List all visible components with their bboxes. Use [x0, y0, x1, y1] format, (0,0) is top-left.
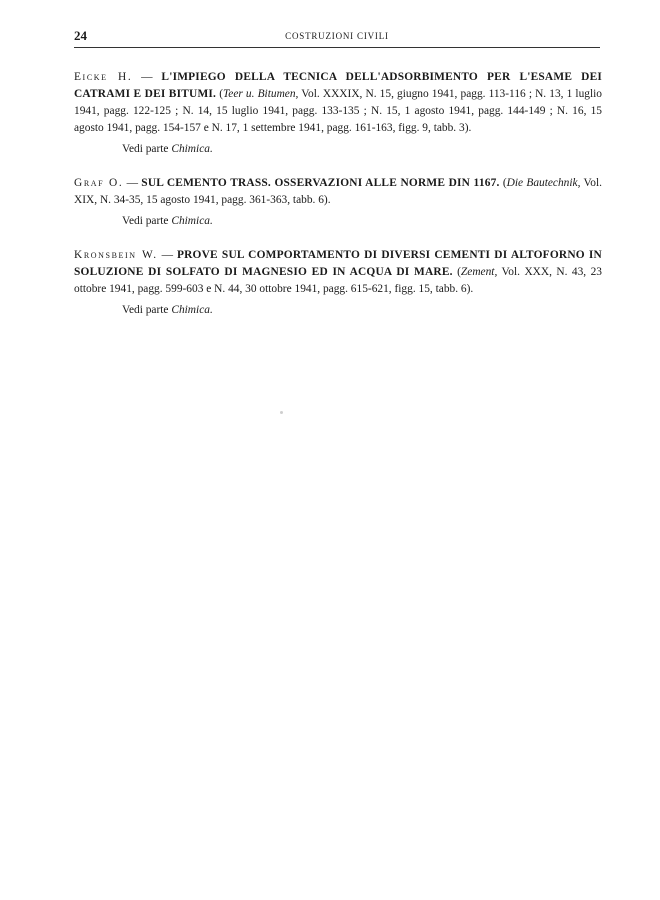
entry-title: PROVE SUL COMPORTAMENTO DI DIVERSI CEMENTI DI ALTOFORNO IN SOLUZIONE DI SOLFATO DI MAGNESIO ED IN ACQUA DI MARE.	[74, 249, 602, 278]
entry-author: Graf O.	[74, 177, 124, 189]
entry-dash: —	[132, 71, 162, 83]
see-also-ref: Chimica.	[171, 215, 213, 227]
header-rule	[74, 47, 600, 48]
entry-title: SUL CEMENTO TRASS. OSSERVAZIONI ALLE NORME DIN 1167.	[141, 177, 500, 189]
entry-open-paren: (	[499, 177, 507, 189]
see-also-ref: Chimica.	[171, 304, 213, 316]
entry-see-also	[122, 141, 602, 158]
entry-details: Vol. XXXIX, N. 15, giugno 1941, pagg. 113-116 ; N. 13, 1 luglio 1941, pagg. 122-125 ; N. 14, 15 luglio 1941, pagg. 133-135 ; N. 15, 1 agosto 1941, pagg. 144-149 ; N. 16, 15 agosto 1941, pagg. 154-157 e N. 17, 1 settembre 1941, pagg. 161-163, figg. 9, tabb. 3).	[74, 88, 602, 134]
bibliography-entry	[74, 247, 602, 319]
entry-author: Kronsbein W.	[74, 249, 158, 261]
entry-details: Vol. XXX, N. 43, 23 ottobre 1941, pagg. 599-603 e N. 44, 30 ottobre 1941, pagg. 615-621, figg. 15, tabb. 6).	[74, 266, 602, 295]
scan-speck	[280, 411, 283, 414]
page-header	[74, 26, 600, 46]
entry-open-paren: (	[452, 266, 461, 278]
entry-journal: Teer u. Bitumen,	[223, 88, 299, 100]
see-also-label: Vedi parte	[122, 215, 172, 227]
see-also-ref: Chimica.	[171, 143, 213, 155]
entry-citation	[74, 247, 602, 298]
entry-journal: Zement,	[460, 266, 498, 278]
entry-see-also	[122, 302, 602, 319]
see-also-label: Vedi parte	[122, 304, 172, 316]
bibliography-list	[74, 69, 602, 336]
entry-citation	[74, 69, 602, 137]
entry-dash: —	[157, 249, 177, 261]
entry-title: L'IMPIEGO DELLA TECNICA DELL'ADSORBIMENTO PER L'ESAME DEI CATRAMI E DEI BITUMI.	[74, 71, 603, 100]
entry-dash: —	[123, 177, 142, 189]
entry-author: Eicke H.	[74, 71, 133, 83]
bibliography-entry	[74, 69, 602, 158]
running-title: COSTRUZIONI CIVILI	[285, 31, 389, 41]
bibliography-entry	[74, 175, 602, 230]
see-also-label: Vedi parte	[122, 143, 172, 155]
entry-details: Vol. XIX, N. 34-35, 15 agosto 1941, pagg. 361-363, tabb. 6).	[74, 177, 602, 206]
entry-journal: Die Bautechnik,	[506, 177, 581, 189]
page-number: 24	[74, 28, 87, 43]
entry-see-also	[122, 213, 602, 230]
entry-citation	[74, 175, 602, 209]
entry-open-paren: (	[216, 88, 223, 100]
